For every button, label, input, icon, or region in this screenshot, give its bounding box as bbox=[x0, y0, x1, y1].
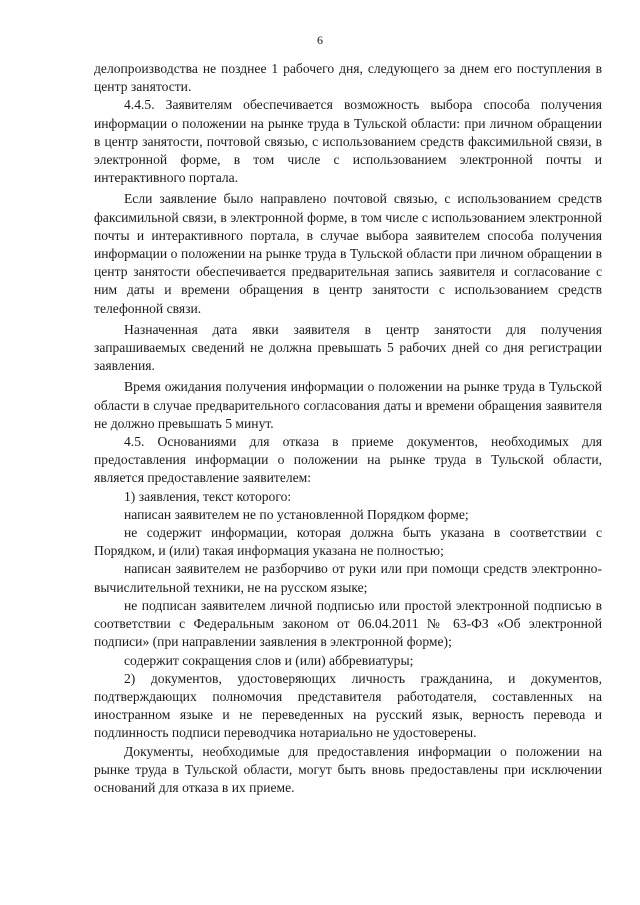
paragraph-1: делопроизводства не позднее 1 рабочего дня, следующего за днем его поступления в центр занятости. bbox=[94, 61, 602, 95]
paragraph-3: Если заявление было направлено почтовой связью, с использованием средств факсимильной связи, в электронной форме, в том числе с использованием электронной почты и интерактивного портала, в случае выбора заявителем способа получения информации о положении на рынке труда в Тульской области при личном обращении в центр занятости обеспечивается предварительная запись заявителя и согласование с ним даты и времени обращения в центр занятости с использованием средств телефонной связи. bbox=[94, 191, 602, 316]
list-subitem-5: содержит сокращения слов и (или) аббревиатуры; bbox=[124, 652, 414, 668]
list-subitem-3: написан заявителем не разборчиво от руки или при помощи средств электронно-вычислительной техники, не на русском языке; bbox=[94, 561, 602, 595]
list-subitem-1: написан заявителем не по установленной Порядком форме; bbox=[124, 506, 469, 522]
paragraph-4: Назначенная дата явки заявителя в центр занятости для получения запрашиваемых сведений не должна превышать 5 рабочих дней со дня регистрации заявления. bbox=[94, 321, 602, 374]
page-number: 6 bbox=[317, 33, 323, 47]
list-subitem-4: не подписан заявителем личной подписью или простой электронной подписью в соответствии с Федеральным законом от 06.04.2011 № 63-ФЗ «Об электронной подписи» (при направлении заявления в электронной форме); bbox=[94, 597, 602, 650]
list-item-1: 1) заявления, текст которого: bbox=[124, 488, 292, 504]
document-body bbox=[94, 60, 602, 797]
list-subitem-2: не содержит информации, которая должна быть указана в соответствии с Порядком, и (или) такая информация указана не полностью; bbox=[94, 525, 602, 559]
paragraph-6: 4.5. Основаниями для отказа в приеме документов, необходимых для предоставления информации о положении на рынке труда в Тульской области, является предоставление заявителем: bbox=[94, 434, 602, 486]
paragraph-final: Документы, необходимые для предоставления информации о положении на рынке труда в Тульской области, могут быть вновь предоставлены при исключении оснований для отказа в их приеме. bbox=[94, 743, 602, 795]
paragraph-5: Время ожидания получения информации о положении на рынке труда в Тульской области в случае предварительного согласования даты и времени обращения заявителя не должно превышать 5 минут. bbox=[94, 379, 602, 431]
paragraph-2: 4.4.5. Заявителям обеспечивается возможность выбора способа получения информации о положении на рынке труда в Тульской области: при личном обращении в центр занятости, почтовой связью, с использованием средств факсимильной связи, в электронной форме, в том числе с использованием электронной почты и интерактивного портала. bbox=[94, 97, 602, 186]
list-item-2: 2) документов, удостоверяющих личность гражданина, и документов, подтверждающих полномочия представителя работодателя, составленных на иностранном языке и не переведенных на русский язык, верность перевода и подлинность подписи переводчика нотариально не удостоверены. bbox=[94, 670, 602, 741]
